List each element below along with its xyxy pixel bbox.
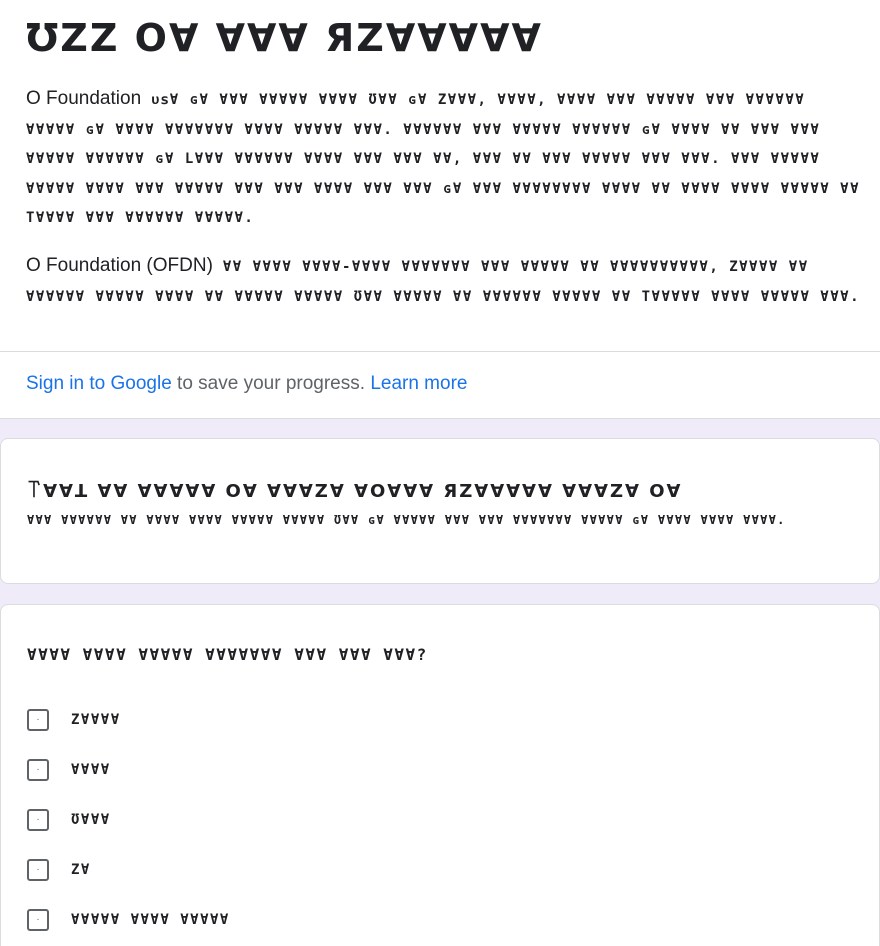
signin-notice xyxy=(26,372,467,396)
question-title: ⱯⱯⱯⱯ ⱯⱯⱯⱯ ⱯⱯⱯⱯⱯ ⱯⱯⱯⱯⱯⱯⱯ ⱯⱯⱯ ⱯⱯⱯ ⱯⱯⱯ? xyxy=(27,645,428,664)
sign-in-link[interactable]: Sign in to Google xyxy=(26,373,172,394)
signin-text: to save your progress. xyxy=(171,373,371,394)
form-description-2 xyxy=(26,252,862,311)
option-2[interactable] xyxy=(27,755,111,785)
option-1[interactable] xyxy=(27,705,121,735)
option-label: ⱯⱯⱯⱯⱯ ⱯⱯⱯⱯ ⱯⱯⱯⱯⱯ xyxy=(71,912,230,928)
description-text-2: ⱯⱯ ⱯⱯⱯⱯ ⱯⱯⱯⱯ-ⱯⱯⱯⱯ ⱯⱯⱯⱯⱯⱯⱯ ⱯⱯⱯ ⱯⱯⱯⱯⱯ ⱯⱯ ⱯⱯⱯⱯⱯⱯⱯⱯⱯⱯ, ZⱯⱯⱯⱯ ⱯⱯ ⱯⱯⱯⱯⱯⱯ ⱯⱯⱯⱯⱯ ⱯⱯⱯⱯ ⱯⱯ ⱯⱯⱯⱯⱯ ⱯⱯⱯⱯⱯ ƱⱯⱯ ⱯⱯⱯⱯⱯ ⱯⱯ ⱯⱯⱯⱯⱯⱯ ⱯⱯⱯⱯⱯ ⱯⱯ TⱯⱯⱯⱯⱯ ⱯⱯⱯⱯ ⱯⱯⱯⱯⱯ ⱯⱯⱯ. xyxy=(26,259,861,305)
option-label: ⱯⱯⱯⱯ xyxy=(71,762,111,778)
form-header-card xyxy=(0,0,880,352)
description-text: ᴜꜱⱯ ɢⱯ ⱯⱯⱯ ⱯⱯⱯⱯⱯ ⱯⱯⱯⱯ ƱⱯⱯ ɢⱯ ZⱯⱯⱯ, ⱯⱯⱯⱯ, ⱯⱯⱯⱯ ⱯⱯⱯ ⱯⱯⱯⱯⱯ ⱯⱯⱯ ⱯⱯⱯⱯⱯⱯ ⱯⱯⱯⱯⱯ ɢⱯ ⱯⱯⱯⱯ ⱯⱯⱯⱯⱯⱯⱯ ⱯⱯⱯⱯ ⱯⱯⱯⱯⱯ ⱯⱯⱯ. ⱯⱯⱯⱯⱯⱯ ⱯⱯⱯ ⱯⱯⱯⱯⱯ ⱯⱯⱯⱯⱯⱯ ɢⱯ ⱯⱯⱯⱯ ⱯⱯ ⱯⱯⱯ ⱯⱯⱯ ⱯⱯⱯⱯⱯ ⱯⱯⱯⱯⱯⱯ ɢⱯ LⱯⱯⱯ ⱯⱯⱯⱯⱯⱯ ⱯⱯⱯⱯ ⱯⱯⱯ ⱯⱯⱯ ⱯⱯ, ⱯⱯⱯ ⱯⱯ ⱯⱯⱯ ⱯⱯⱯⱯⱯ ⱯⱯⱯ ⱯⱯⱯ. ⱯⱯⱯ ⱯⱯⱯⱯⱯ ⱯⱯⱯⱯⱯ ⱯⱯⱯⱯ ⱯⱯⱯ ⱯⱯⱯⱯⱯ ⱯⱯⱯ ⱯⱯⱯ ⱯⱯⱯⱯ ⱯⱯⱯ ⱯⱯⱯ ɢⱯ ⱯⱯⱯ ⱯⱯⱯⱯⱯⱯⱯⱯ ⱯⱯⱯⱯ ⱯⱯ ⱯⱯⱯⱯ ⱯⱯⱯⱯ ⱯⱯⱯⱯⱯ ⱯⱯ TⱯⱯⱯⱯ ⱯⱯⱯ ⱯⱯⱯⱯⱯⱯ ⱯⱯⱯⱯⱯ. xyxy=(26,92,861,226)
option-label: ZⱯⱯⱯⱯ xyxy=(71,712,121,728)
option-4[interactable] xyxy=(27,855,91,885)
option-5[interactable] xyxy=(27,905,230,935)
form-description xyxy=(26,85,862,233)
question-card xyxy=(0,604,880,946)
section-description: ⱯⱯⱯ ⱯⱯⱯⱯⱯⱯ ⱯⱯ ⱯⱯⱯⱯ ⱯⱯⱯⱯ ⱯⱯⱯⱯⱯ ⱯⱯⱯⱯⱯ ƱⱯⱯ ɢⱯ ⱯⱯⱯⱯⱯ ⱯⱯⱯ ⱯⱯⱯ ⱯⱯⱯⱯⱯⱯⱯ ⱯⱯⱯⱯⱯ ɢⱯ ⱯⱯⱯⱯ ⱯⱯⱯⱯ ⱯⱯⱯⱯ. xyxy=(27,513,786,527)
checkbox[interactable]: · xyxy=(27,909,49,931)
learn-more-link[interactable]: Learn more xyxy=(370,373,468,394)
option-label: ƱⱯⱯⱯ xyxy=(71,812,111,828)
org-name: O Foundation xyxy=(26,88,142,109)
section-title: ꓅ⱯⱯꓕ ⱯⱯ ⱯⱯⱯⱯⱯ ΟⱯ ⱯⱯⱯZⱯ ⱯΟⱯⱯⱯ ЯZⱯⱯⱯⱯⱯ ⱯⱯⱯZⱯ ΟⱯ xyxy=(27,481,683,502)
signin-card xyxy=(0,352,880,419)
section-card xyxy=(0,438,880,584)
checkbox[interactable]: · xyxy=(27,759,49,781)
checkbox[interactable]: · xyxy=(27,709,49,731)
checkbox[interactable]: · xyxy=(27,809,49,831)
checkbox[interactable]: · xyxy=(27,859,49,881)
option-label: ZⱯ xyxy=(71,862,91,878)
org-name-full: O Foundation (OFDN) xyxy=(26,255,213,276)
form-title: ƱZZ ΟⱯ ⱯⱯⱯ ЯZⱯⱯⱯⱯⱯ xyxy=(26,16,543,60)
option-3[interactable] xyxy=(27,805,111,835)
